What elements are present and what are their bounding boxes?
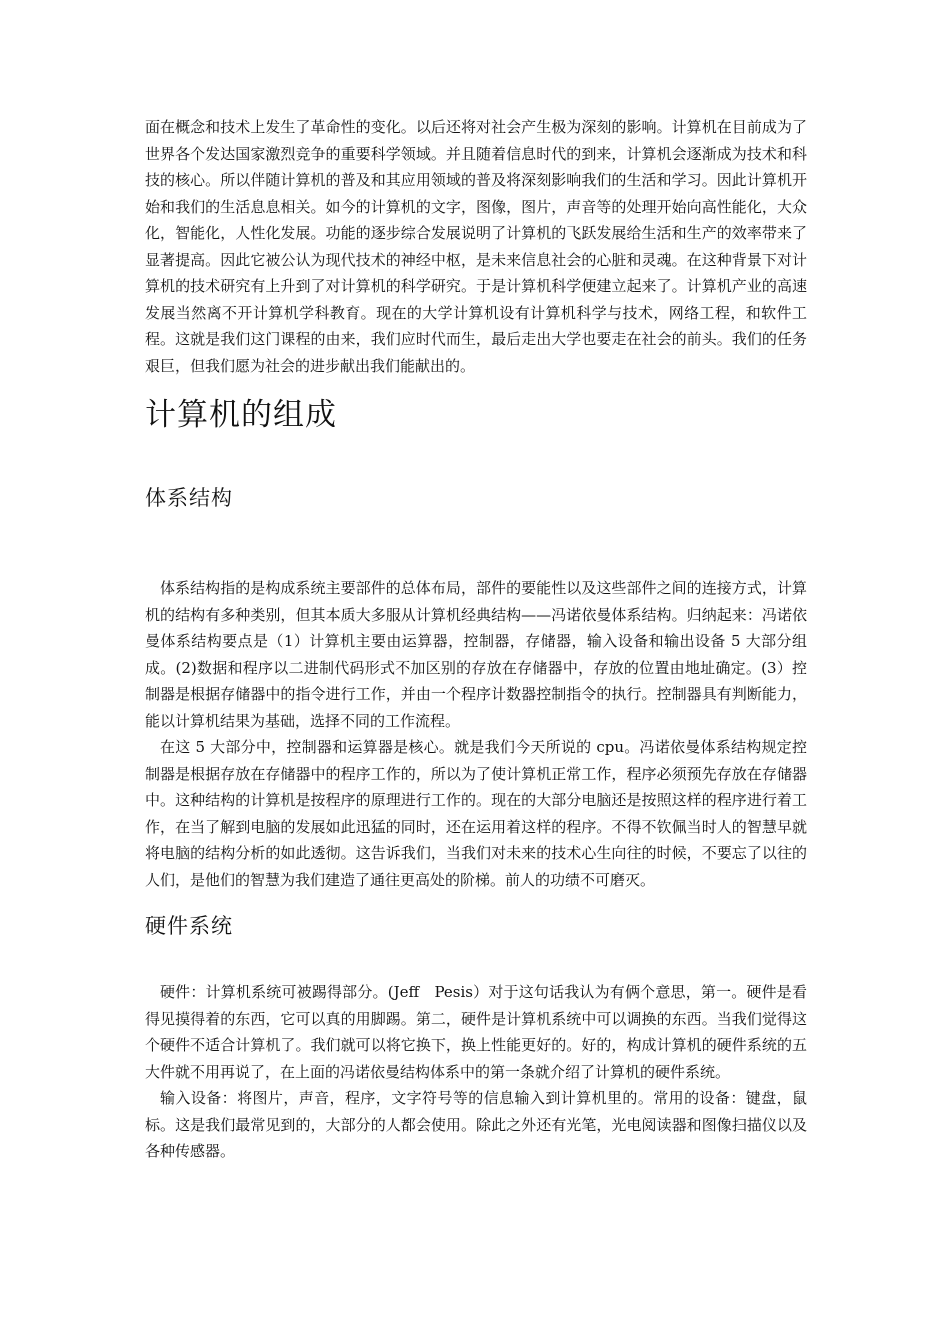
intro-paragraph: 面在概念和技术上发生了革命性的变化。以后还将对社会产生极为深刻的影响。计算机在目前成为了世界各个发达国家激烈竞争的重要科学领域。并且随着信息时代的到来，计算机会逐渐成为技术和科技的核心。所以伴随计算机的普及和其应用领域的普及将深刻影响我们的生活和学习。因此计算机开始和我们的生活息息相关。如今的计算机的文字，图像，图片，声音等的处理开始向高性能化，大众化，智能化，人性化发展。功能的逐步综合发展说明了计算机的飞跃发展给生活和生产的效率带来了显著提高。因此它被公认为现代技术的神经中枢，是未来信息社会的心脏和灵魂。在这种背景下对计算机的技术研究有上升到了对计算机的科学研究。于是计算机科学便建立起来了。计算机产业的高速发展当然离不开计算机学科教育。现在的大学计算机设有计算机科学与技术，网络工程，和软件工程。这就是我们这门课程的由来，我们应时代而生，最后走出大学也要走在社会的前头。我们的任务艰巨，但我们愿为社会的进步献出我们能献出的。 <box>145 118 807 375</box>
main-heading: 计算机的组成 <box>145 397 337 433</box>
hardware-paragraph-2: 输入设备：将图片，声音，程序，文字符号等的信息输入到计算机里的。常用的设备：键盘，鼠标。这是我们最常见到的，大部分的人都会使用。除此之外还有光笔，光电阅读器和图像扫描仪以及各种传感器。 <box>145 1089 807 1160</box>
document-page <box>145 114 807 1165</box>
hardware-heading: 硬件系统 <box>145 914 233 938</box>
architecture-section <box>145 575 807 893</box>
architecture-heading: 体系结构 <box>145 486 233 510</box>
hardware-section <box>145 979 807 1165</box>
architecture-paragraph-1: 体系结构指的是构成系统主要部件的总体布局，部件的要能性以及这些部件之间的连接方式，计算机的结构有多种类别，但其本质大多服从计算机经典结构——冯诺依曼体系结构。归纳起来：冯诺依曼体系结构要点是（1）计算机主要由运算器，控制器，存储器，输入设备和输出设备 5 大部分组成。(2)数据和程序以二进制代码形式不加区别的存放在存储器中，存放的位置由地址确定。(3）控制器是根据存储器中的指令进行工作，并由一个程序计数器控制指令的执行。控制器具有判断能力，能以计算机结果为基础，选择不同的工作流程。 <box>145 579 807 730</box>
hardware-paragraph-1: 硬件：计算机系统可被踢得部分。(Jeff Pesis）对于这句话我认为有俩个意思，第一。硬件是看得见摸得着的东西，它可以真的用脚踢。第二，硬件是计算机系统中可以调换的东西。当我们觉得这个硬件不适合计算机了。我们就可以将它换下，换上性能更好的。好的，构成计算机的硬件系统的五大件就不用再说了，在上面的冯诺依曼结构体系中的第一条就介绍了计算机的硬件系统。 <box>145 983 807 1081</box>
architecture-paragraph-2: 在这 5 大部分中，控制器和运算器是核心。就是我们今天所说的 cpu。冯诺依曼体系结构规定控制器是根据存放在存储器中的程序工作的，所以为了使计算机正常工作，程序必须预先存放在存储器中。这种结构的计算机是按程序的原理进行工作的。现在的大部分电脑还是按照这样的程序进行着工作，在当了解到电脑的发展如此迅猛的同时，还在运用着这样的程序。不得不钦佩当时人的智慧早就将电脑的结构分析的如此透彻。这告诉我们，当我们对未来的技术心生向往的时候，不要忘了以往的人们，是他们的智慧为我们建造了通往更高处的阶梯。前人的功绩不可磨灭。 <box>145 738 807 889</box>
